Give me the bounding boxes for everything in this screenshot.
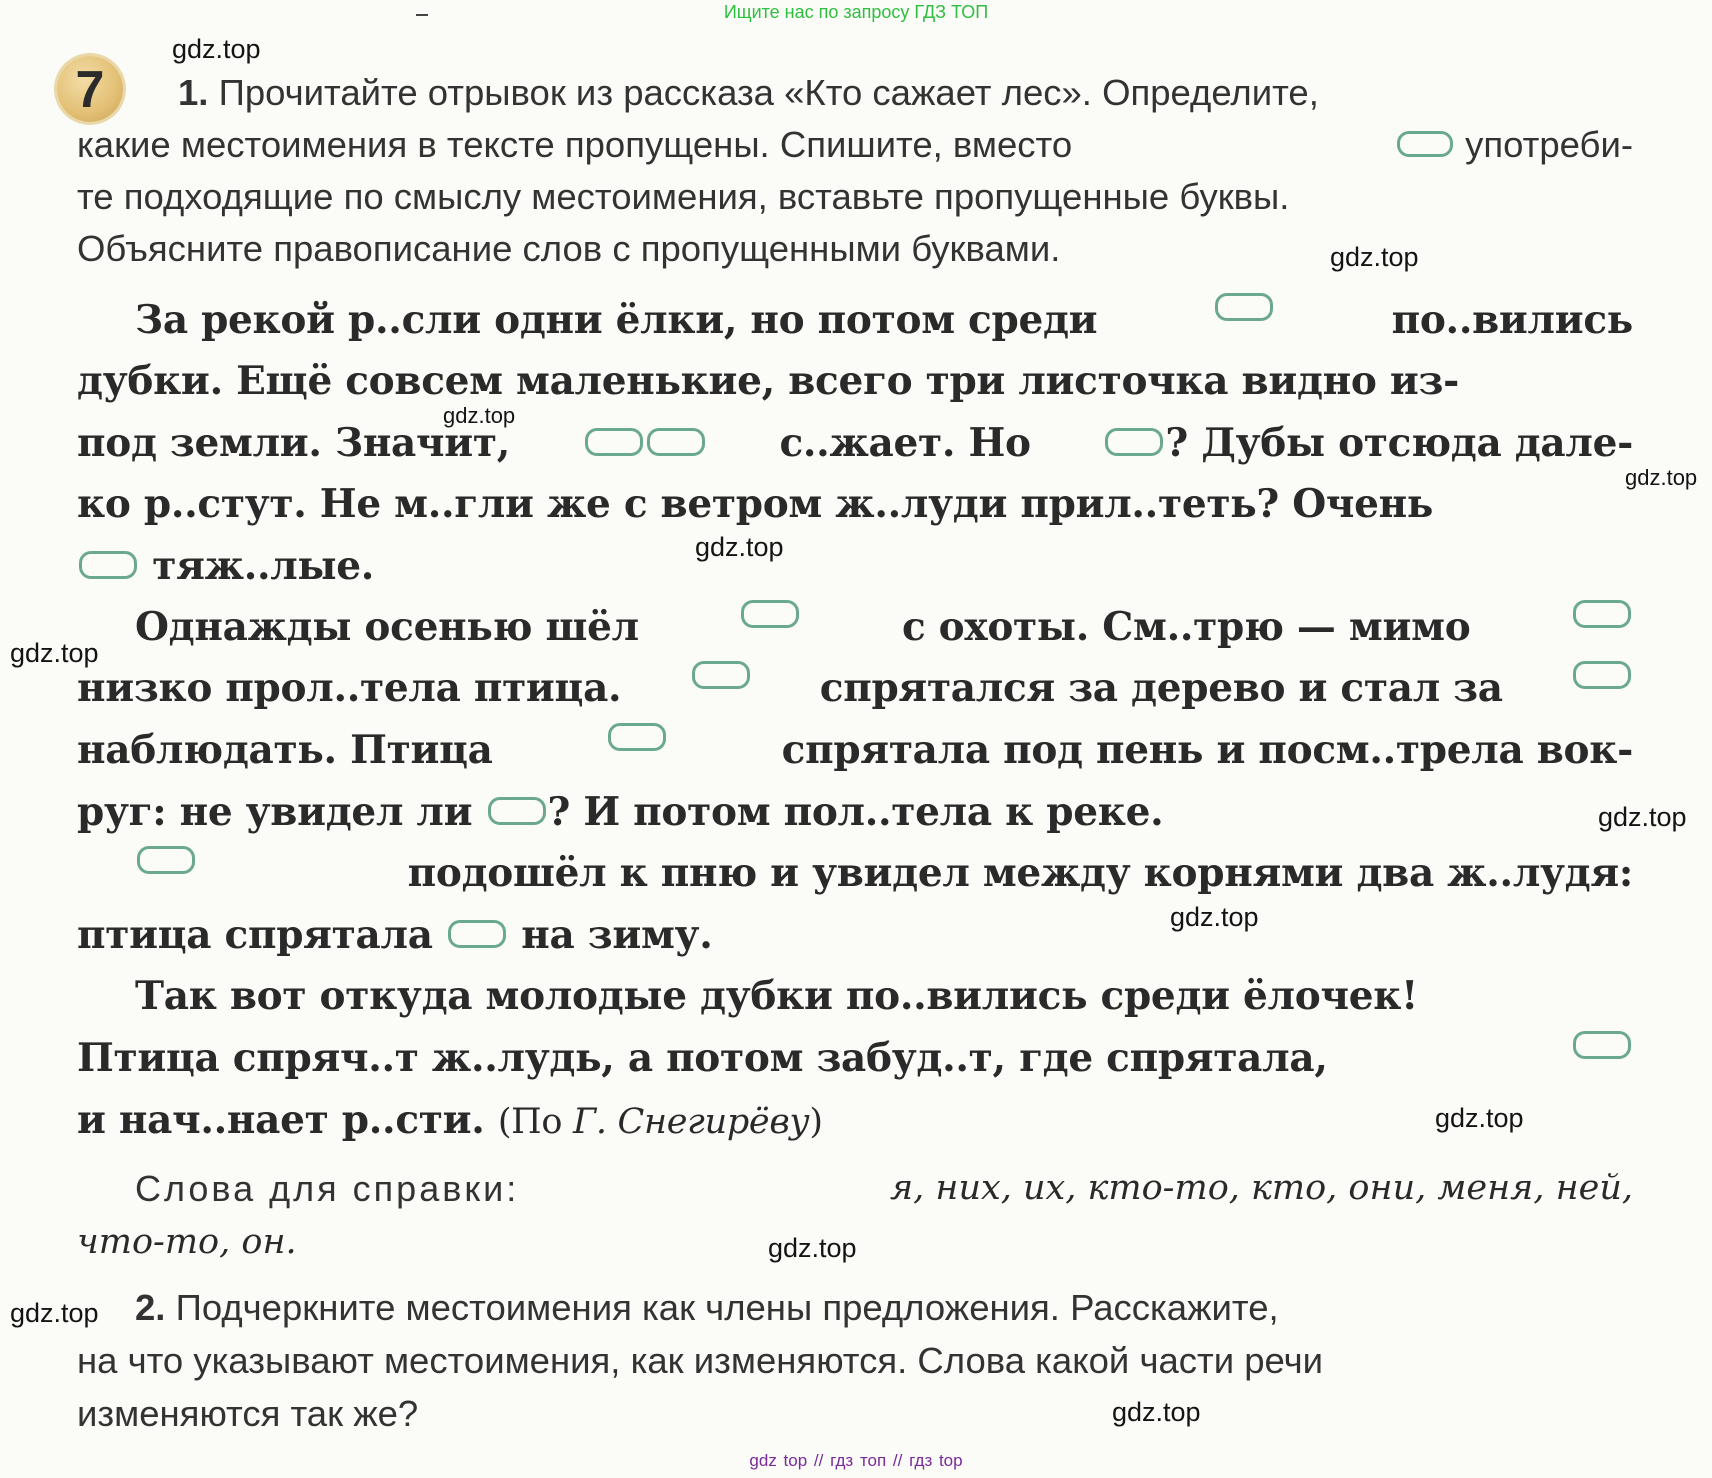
story-text: под земли. Значит, — [77, 420, 511, 466]
blank-icon — [608, 723, 666, 751]
blank-icon — [741, 600, 799, 628]
task2-text: Подчеркните местоимения как члены предложения. Расскажите, — [175, 1287, 1279, 1328]
task2-line-3: изменяются так же? — [77, 1393, 419, 1434]
watermark: gdz.top — [1598, 802, 1687, 832]
watermark: gdz.top — [768, 1233, 857, 1263]
watermark: gdz.top — [1330, 242, 1419, 272]
task2-text: на что указывают местоимения, как изменяются. Слова какой части речи — [77, 1340, 1324, 1381]
task1-text: те подходящие по смыслу местоимения, вставьте пропущенные буквы. — [77, 176, 1290, 217]
citation-author: Г. Снегирёву — [573, 1102, 810, 1142]
dash-mark — [416, 14, 428, 16]
task2-number: 2. — [135, 1287, 166, 1328]
watermark: gdz.top — [172, 34, 261, 64]
story-line — [77, 1097, 823, 1143]
task1-line-1 — [178, 72, 1633, 114]
reference-list: что-то, он. — [77, 1222, 297, 1262]
story-text: подошёл к пню и увидел между корнями два ж..лудя: — [407, 850, 1633, 896]
story-text: дубки. Ещё совсем маленькие, всего три листочка видно из- — [77, 358, 1459, 404]
story-line — [77, 358, 1633, 404]
blank-icon — [448, 920, 506, 948]
story-text: За рекой р..сли одни ёлки, но потом среди — [135, 297, 1098, 343]
story-text: птица спрятала — [77, 912, 433, 958]
watermark: gdz.top — [1170, 902, 1259, 932]
story-line — [77, 543, 374, 589]
story-text: на зиму. — [521, 912, 713, 958]
blank-icon — [1215, 293, 1273, 321]
task1-text: употреби- — [1465, 124, 1633, 165]
watermark: gdz.top — [443, 403, 516, 428]
blank-icon — [1105, 428, 1163, 456]
story-text: ко р..стут. Не м..гли же с ветром ж..луди прил..теть? Очень — [77, 481, 1434, 527]
blank-icon — [1573, 600, 1631, 628]
story-text: Однажды осенью шёл — [135, 604, 639, 650]
story-text: с охоты. См..трю — мимо — [901, 604, 1471, 650]
watermark: gdz.top — [10, 1298, 99, 1328]
watermark: gdz.top — [1625, 465, 1698, 490]
blank-icon — [137, 846, 195, 874]
task1-line-4: Объясните правописание слов с пропущенными буквами. — [77, 228, 1061, 269]
story-text: низко прол..тела птица. — [77, 665, 622, 711]
source-citation — [498, 1102, 823, 1142]
story-text: и нач..нает р..сти. — [77, 1097, 485, 1143]
story-text: Так вот откуда молодые дубки по..вились среди ёлочек! — [135, 973, 1418, 1019]
story-line — [77, 420, 1633, 466]
story-text: наблюдать. Птица — [77, 727, 493, 773]
story-text: ? Дубы отсюда дале- — [1165, 420, 1633, 466]
task1-text: какие местоимения в тексте пропущены. Спишите, вместо — [77, 124, 1073, 165]
citation-text: ) — [809, 1102, 823, 1142]
story-line — [135, 850, 1633, 896]
task2-line-2 — [77, 1340, 1633, 1382]
blank-icon — [585, 428, 643, 456]
watermark: gdz.top — [10, 638, 99, 668]
blank-icon — [79, 551, 137, 579]
watermark: gdz.top — [1112, 1397, 1201, 1427]
story-text: спрятался за дерево и стал за — [819, 665, 1503, 711]
task1-line-3 — [77, 176, 1633, 218]
watermark: gdz.top — [1435, 1103, 1524, 1133]
story-text: с..жает. Но — [779, 420, 1031, 466]
story-text: ? И потом пол..тела к реке. — [547, 789, 1164, 835]
story-line — [77, 727, 1633, 773]
story-line — [77, 665, 1633, 711]
reference-list: я, них, их, кто-то, кто, они, меня, ней, — [889, 1168, 1633, 1208]
story-text: по..вились — [1391, 297, 1633, 343]
blank-icon — [1397, 131, 1453, 157]
exercise-number-badge: 7 — [57, 56, 123, 122]
watermark: gdz.top — [695, 532, 784, 562]
reference-words — [135, 1168, 1633, 1210]
story-text: Птица спряч..т ж..лудь, а потом забуд..т, где спрятала, — [77, 1035, 1328, 1081]
task1-text: Прочитайте отрывок из рассказа «Кто сажает лес». Определите, — [218, 72, 1319, 113]
story-line — [77, 912, 712, 958]
story-line — [135, 297, 1633, 343]
citation-text: (По — [497, 1102, 574, 1142]
blank-icon — [647, 428, 705, 456]
reference-label: Слова для справки: — [135, 1168, 520, 1209]
blank-icon — [1573, 1031, 1631, 1059]
blank-icon — [692, 661, 750, 689]
story-line — [77, 481, 1633, 527]
story-line — [135, 604, 1633, 650]
story-line — [135, 973, 1633, 1019]
bottom-banner[interactable]: gdz top // гдз топ // гдз top — [749, 1451, 963, 1470]
task1-number: 1. — [178, 72, 209, 113]
story-line — [77, 789, 1163, 835]
story-text: руг: не увидел ли — [77, 789, 473, 835]
blank-icon — [1573, 661, 1631, 689]
story-text: тяж..лые. — [152, 543, 375, 589]
task1-line-2 — [77, 124, 1633, 166]
story-text: спрятала под пень и посм..трела вок- — [781, 727, 1633, 773]
story-line — [77, 1035, 1633, 1081]
top-banner[interactable]: Ищите нас по запросу ГДЗ ТОП — [723, 2, 989, 22]
task2-line-1 — [135, 1287, 1633, 1329]
blank-icon — [488, 797, 546, 825]
